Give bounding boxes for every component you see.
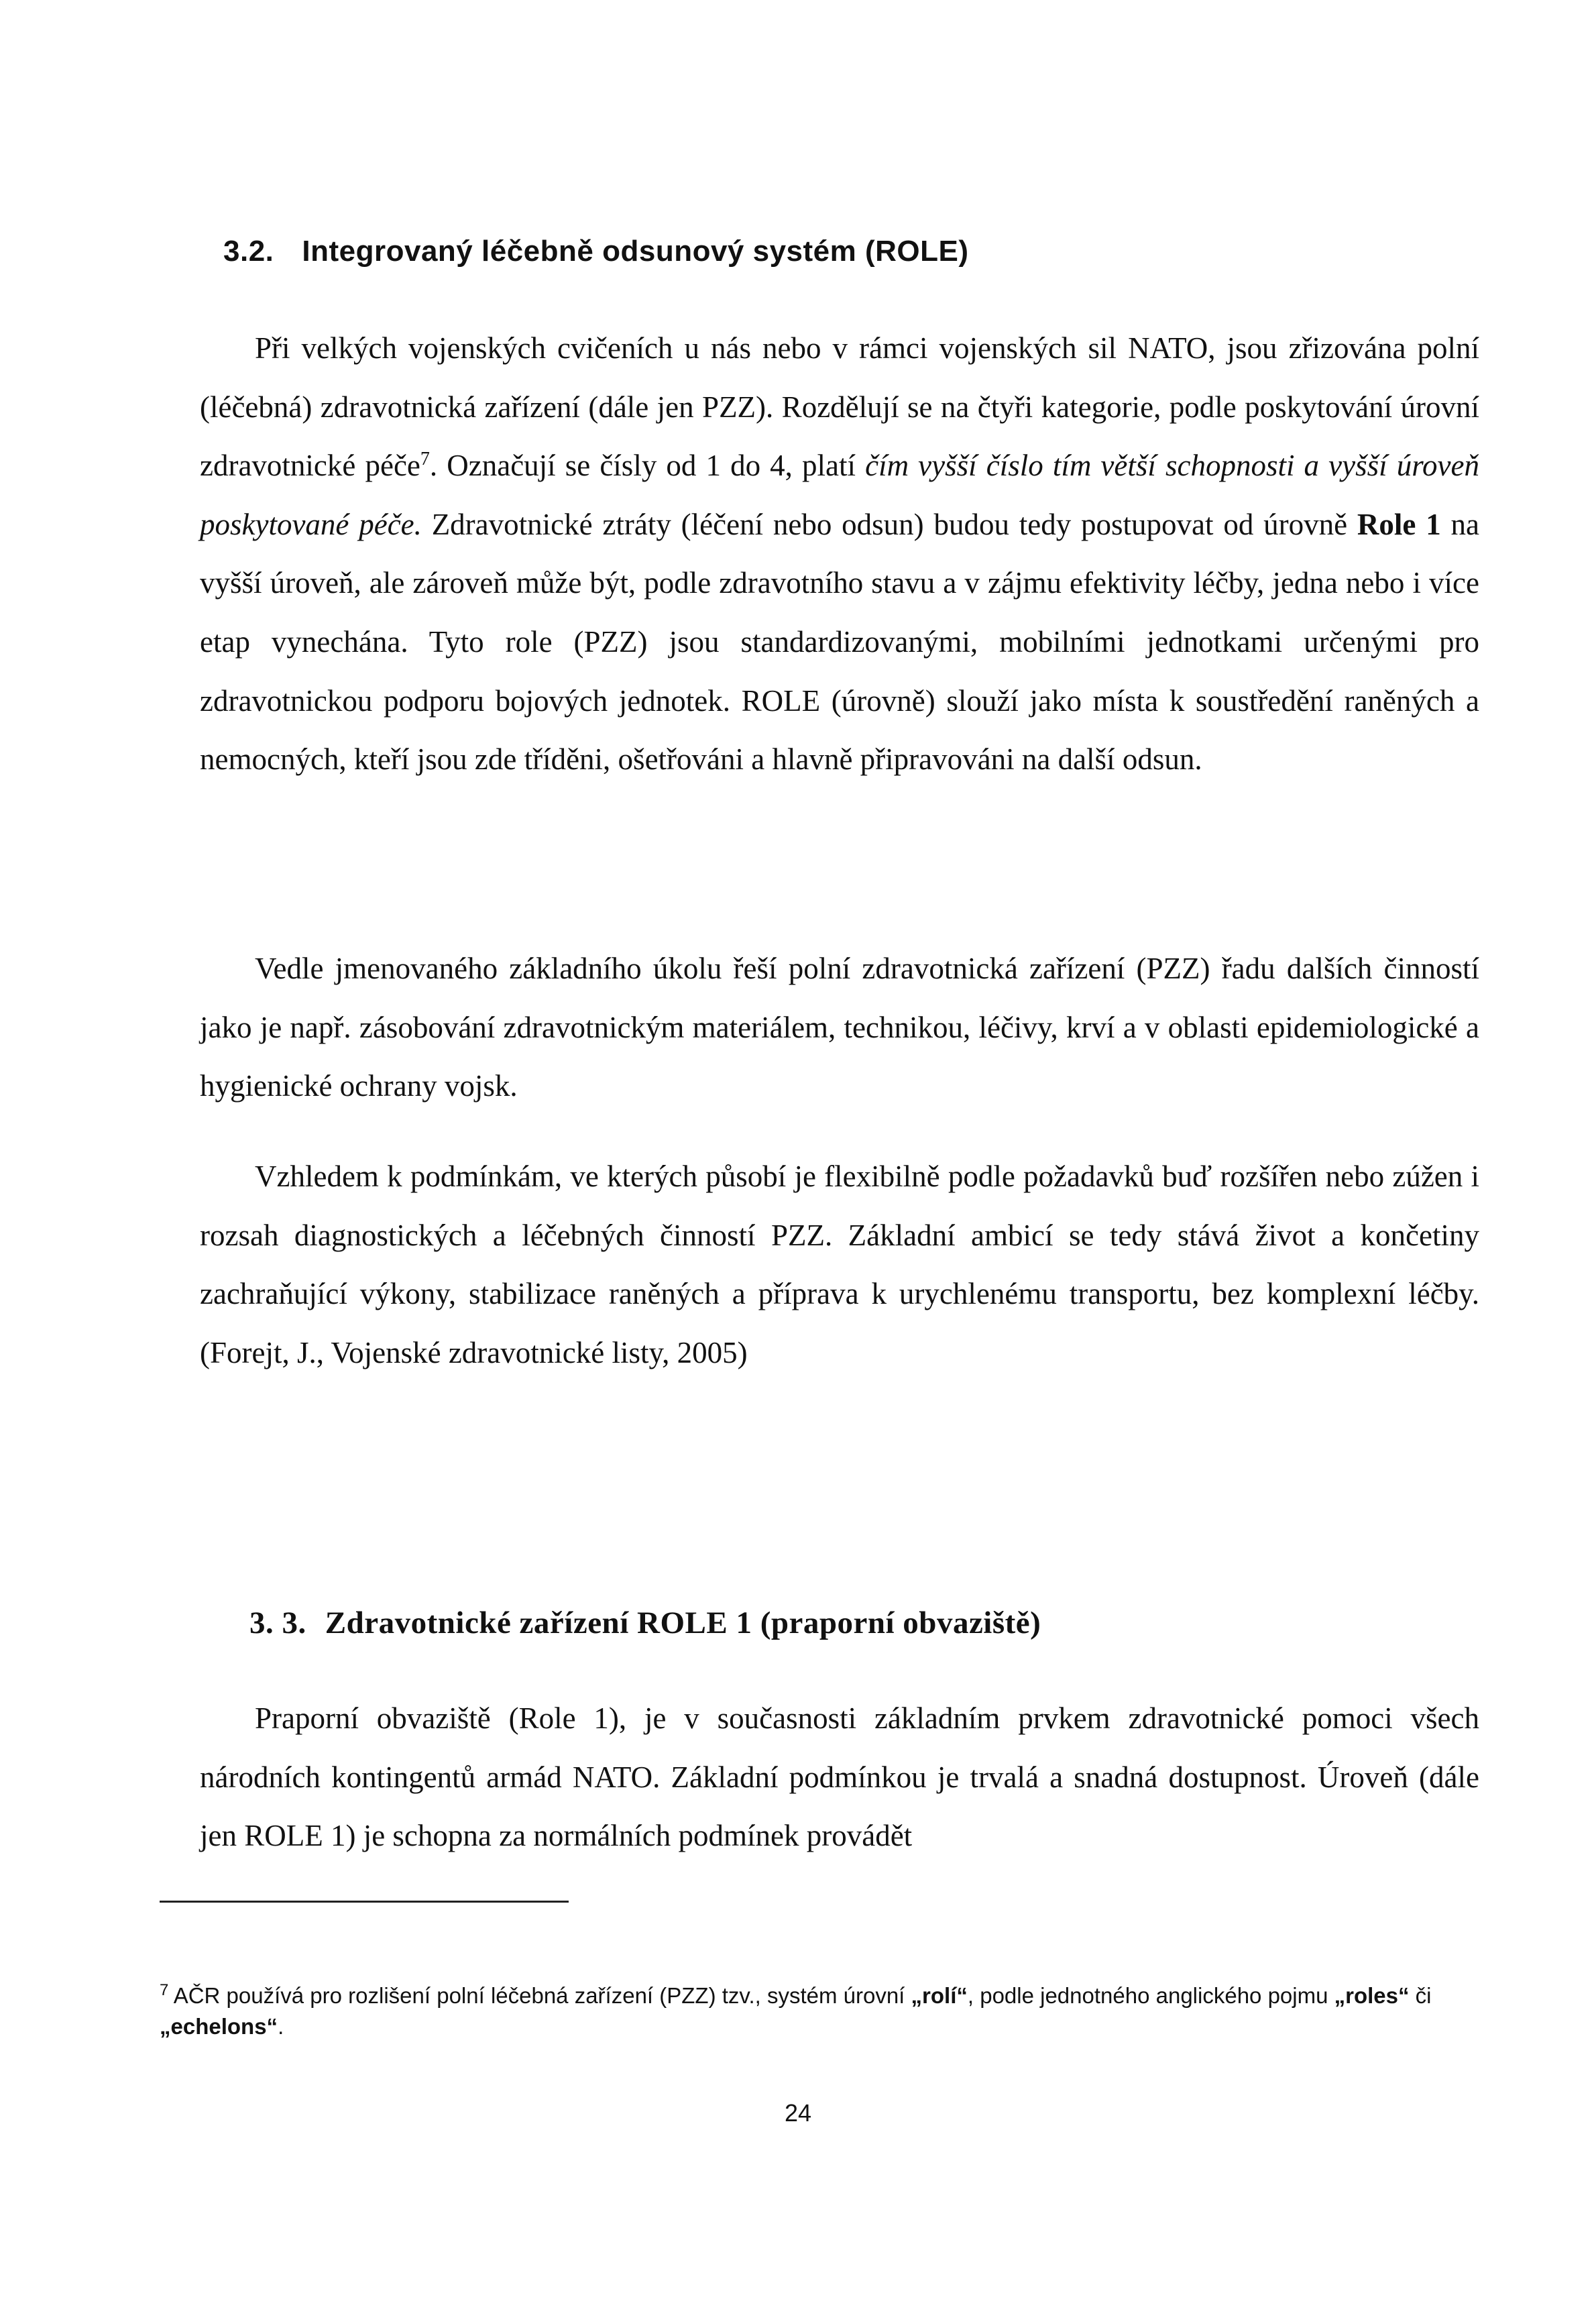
paragraph-text: Zdravotnické ztráty (léčení nebo odsun) budou tedy postupovat od úrovně [421,507,1357,541]
footnote-text: . [278,2014,284,2039]
footnote-bold-text: „roles“ [1334,1983,1410,2008]
footnote-reference: 7 [420,449,430,470]
paragraph-text: na vyšší úroveň, ale zároveň může být, podle zdravotního stavu a v zájmu efektivity léčby, jedna nebo i více etap vynechána. Tyto role (PZZ) jsou standardizovanými, mobilními jednotkami určenými pro zdravotnickou podporu bojových jednotek. ROLE (úrovně) slouží jako místa k soustředění raněných a nemocných, kteří jsou zde tříděni, ošetřováni a hlavně připravováni na další odsun. [200,507,1479,777]
page-number: 24 [784,2099,812,2127]
paragraph-other-activities [200,940,1479,1116]
footnote-separator [160,1901,569,1903]
paragraph-text: Vedle jmenovaného základního úkolu řeší polní zdravotnická zařízení (PZZ) řadu dalších činností jako je např. zásobování zdravotnickým materiálem, technikou, léčivy, krví a v oblasti epidemiologické a hygienické ochrany vojsk. [200,952,1479,1103]
paragraph-flexibility [200,1147,1479,1382]
footnote-bold-text: „rolí“ [911,1983,968,2008]
footnote-text: AČR používá pro rozlišení polní léčebná zařízení (PZZ) tzv., systém úrovní [168,1983,911,2008]
paragraph-text: Praporní obvaziště (Role 1), je v současnosti základním prvkem zdravotnické pomoci všech národních kontingentů armád NATO. Základní podmínkou je trvalá a snadná dostupnost. Úroveň (dále jen ROLE 1) je schopna za normálních podmínek provádět [200,1701,1479,1853]
footnote-text: , podle jednotného anglického pojmu [967,1983,1334,2008]
section-title: Zdravotnické zařízení ROLE 1 (praporní obvaziště) [325,1606,1041,1640]
paragraph-text: Při velkých vojenských cvičeních u nás nebo v rámci vojenských sil NATO, jsou zřizována polní (léčebná) zdravotnická zařízení (dále jen PZZ). Rozdělují se na čtyři kategorie, podle poskytování úrovní zdravotnické péče [200,331,1479,483]
footnote-number: 7 [160,1981,169,1999]
section-number: 3.2. [223,235,274,268]
footnote-bold-text: „echelons“ [160,2014,278,2039]
paragraph-text: Vzhledem k podmínkám, ve kterých působí je flexibilně podle požadavků buď rozšířen nebo zúžen i rozsah diagnostických a léčebných činností PZZ. Základní ambicí se tedy stává život a končetiny zachraňující výkony, stabilizace raněných a příprava k urychlenému transportu, bez komplexní léčby. (Forejt, J., Vojenské zdravotnické listy, 2005) [200,1160,1479,1369]
section-heading-3-2 [223,235,969,268]
section-number: 3. 3. [249,1606,306,1640]
footnote-text: či [1409,1983,1432,2008]
paragraph-role-system [200,319,1479,789]
paragraph-role1 [200,1689,1479,1866]
paragraph-bold-text: Role 1 [1357,507,1441,541]
paragraph-text: . Označují se čísly od 1 do 4, platí [429,449,866,483]
footnote [160,1980,1487,2042]
section-heading-3-3 [249,1605,1041,1641]
paragraph-italic-text: čím vyšší číslo tím větší schopnosti a vyšší úroveň poskytované péče. [200,449,1479,541]
section-title: Integrovaný léčebně odsunový systém (ROLE) [302,235,969,268]
